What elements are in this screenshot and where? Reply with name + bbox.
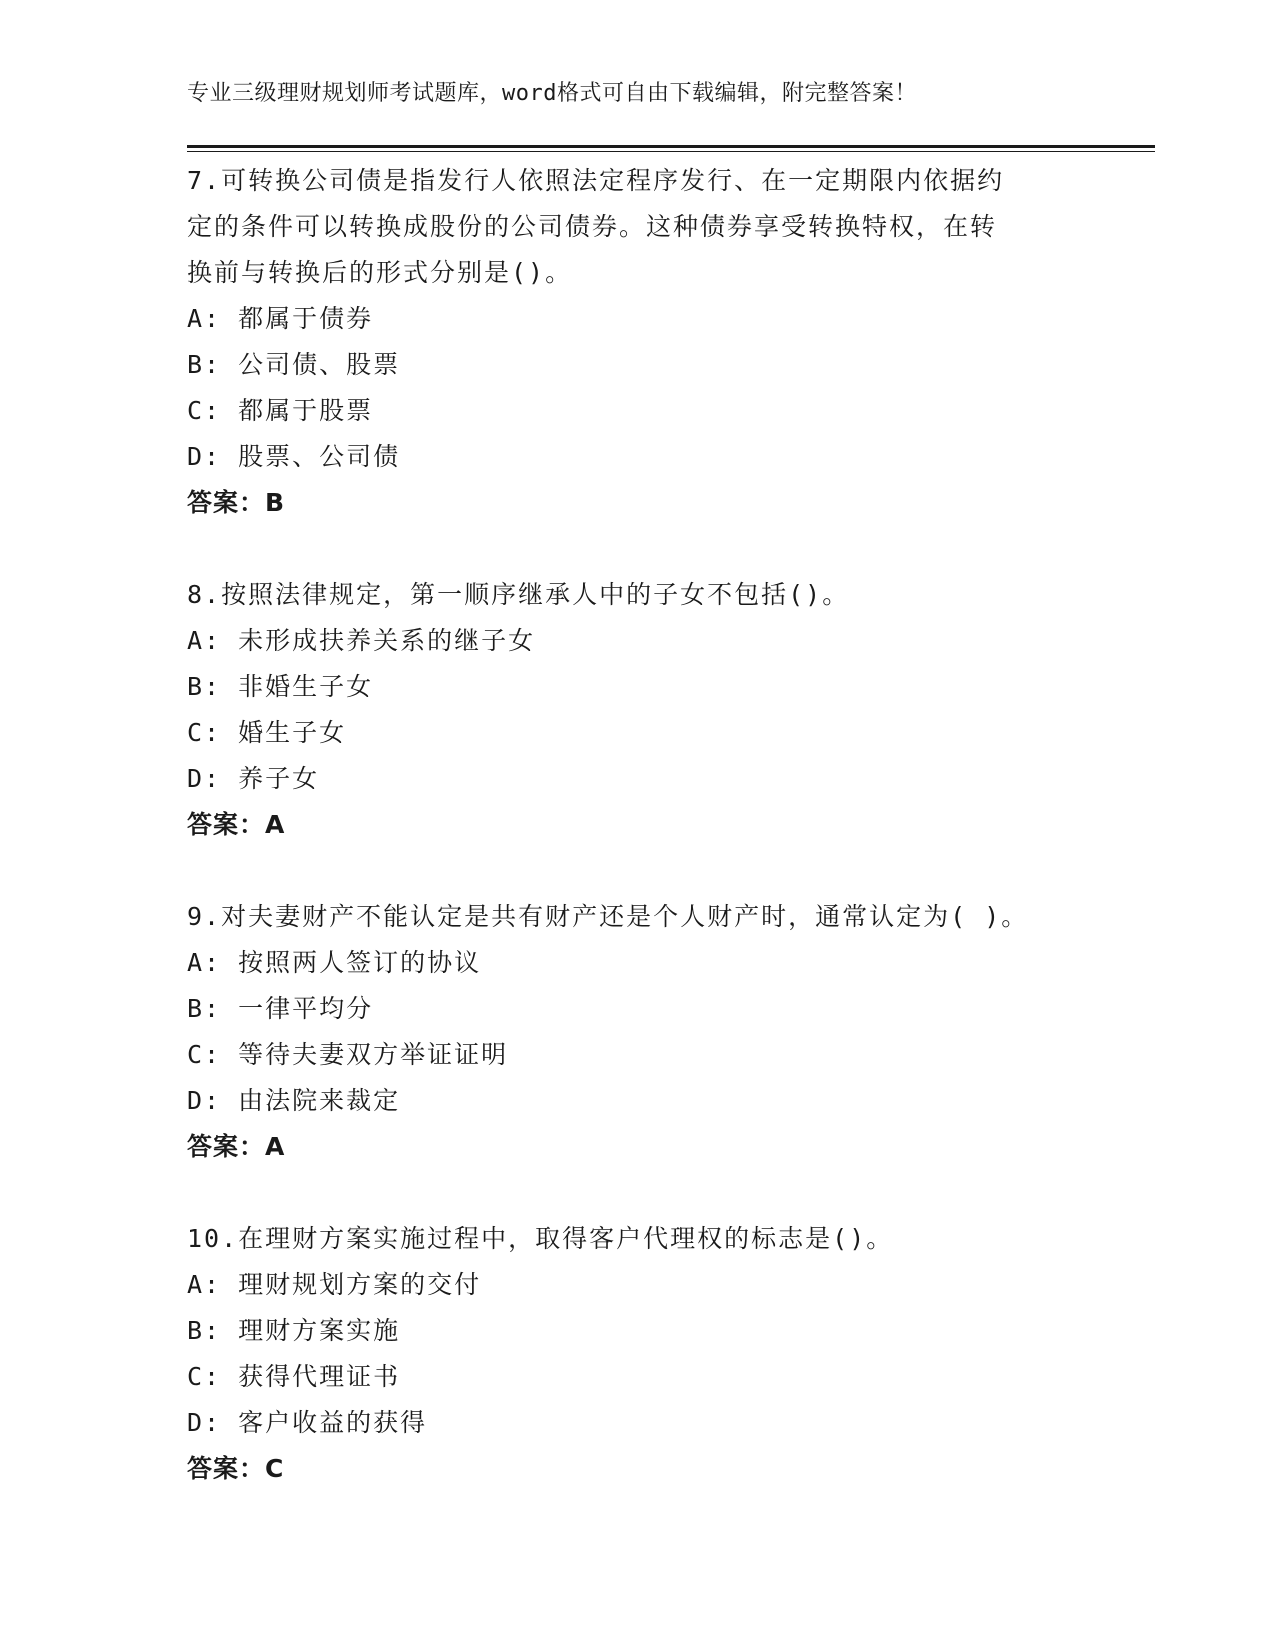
answer-line: 答案：A: [187, 1132, 286, 1161]
header-rule-thick: [187, 145, 1155, 148]
question-8: [187, 572, 1067, 848]
answer-line: 答案：A: [187, 810, 286, 839]
question-list: [187, 158, 1067, 1538]
question-10: [187, 1216, 1067, 1492]
answer-line: 答案：B: [187, 488, 286, 517]
question-text-line: 定的条件可以转换成股份的公司债券。这种债券享受转换特权，在转: [187, 212, 998, 241]
option-d: D: 由法院来裁定: [187, 1086, 401, 1115]
option-d: D: 客户收益的获得: [187, 1408, 428, 1437]
option-a: A: 都属于债券: [187, 304, 374, 333]
header-rule-thin: [187, 151, 1155, 152]
option-c: C: 等待夫妻双方举证证明: [187, 1040, 509, 1069]
option-c: C: 都属于股票: [187, 396, 374, 425]
question-text-line: 9.对夫妻财产不能认定是共有财产还是个人财产时，通常认定为( )。: [187, 902, 1029, 931]
option-b: B: 一律平均分: [187, 994, 374, 1023]
option-c: C: 获得代理证书: [187, 1362, 401, 1391]
option-a: A: 理财规划方案的交付: [187, 1270, 482, 1299]
option-b: B: 理财方案实施: [187, 1316, 401, 1345]
question-9: [187, 894, 1067, 1170]
option-a: A: 未形成扶养关系的继子女: [187, 626, 536, 655]
question-text-line: 7.可转换公司债是指发行人依照法定程序发行、在一定期限内依据约: [187, 166, 1005, 195]
question-7: [187, 158, 1067, 526]
option-d: D: 股票、公司债: [187, 442, 401, 471]
option-b: B: 非婚生子女: [187, 672, 374, 701]
question-text-line: 10.在理财方案实施过程中，取得客户代理权的标志是()。: [187, 1224, 894, 1253]
option-d: D: 养子女: [187, 764, 320, 793]
question-text-line: 8.按照法律规定，第一顺序继承人中的子女不包括()。: [187, 580, 850, 609]
page-header: 专业三级理财规划师考试题库，word格式可自由下载编辑，附完整答案！: [187, 81, 917, 106]
option-b: B: 公司债、股票: [187, 350, 401, 379]
option-a: A: 按照两人签订的协议: [187, 948, 482, 977]
question-text-line: 换前与转换后的形式分别是()。: [187, 258, 573, 287]
answer-line: 答案：C: [187, 1454, 285, 1483]
option-c: C: 婚生子女: [187, 718, 347, 747]
